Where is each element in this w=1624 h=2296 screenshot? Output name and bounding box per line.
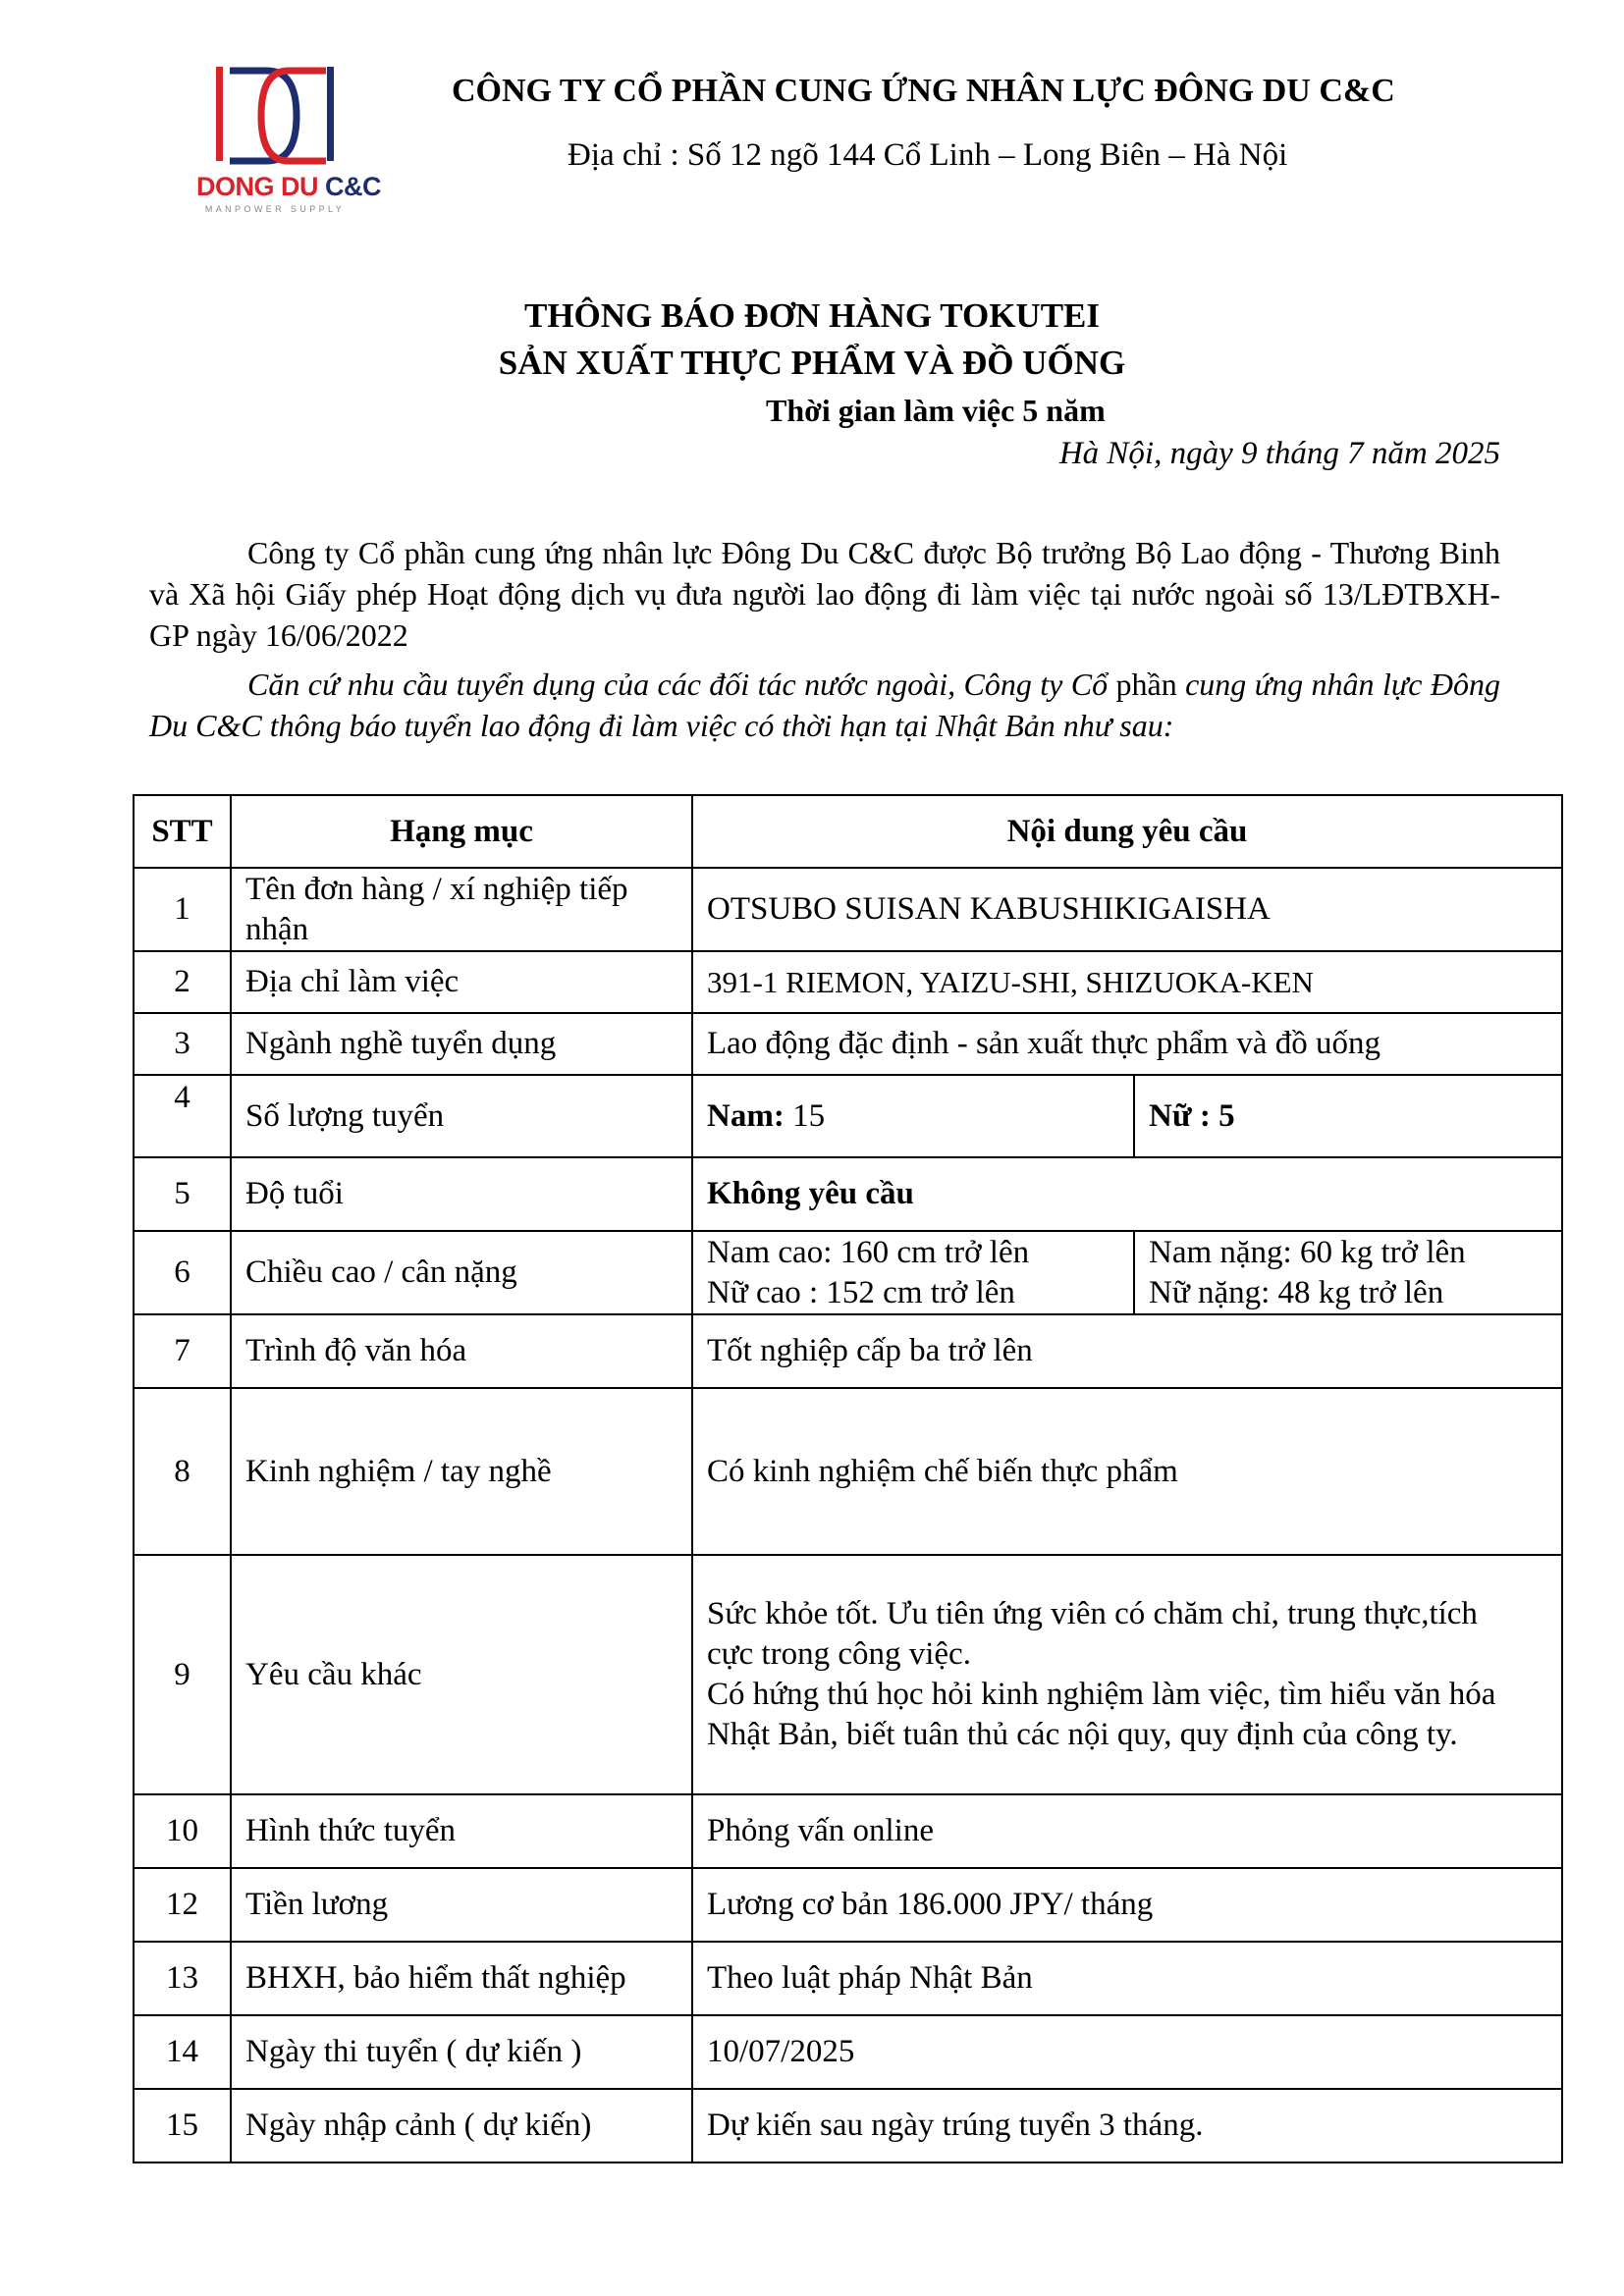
table-row (134, 1075, 1562, 1157)
row-stt: 8 (134, 1388, 231, 1555)
intro-paragraph-license: Công ty Cổ phần cung ứng nhân lực Đông Du C&C được Bộ trưởng Bộ Lao động - Thương Binh và Xã hội Giấy phép Hoạt động dịch vụ đưa người lao động đi làm việc tại nước ngoài số 13/LĐTBXH-GP ngày 16/06/2022 (149, 535, 1500, 653)
work-duration: Thời gian làm việc 5 năm (766, 393, 1106, 428)
table-row (134, 1868, 1562, 1942)
notice-subtitle: SẢN XUẤT THỰC PHẨM VÀ ĐỒ UỐNG (498, 344, 1126, 382)
other-requirement-1: Sức khỏe tốt. Ưu tiên ứng viên có chăm chỉ, trung thực,tích cực trong công việc. (707, 1596, 1478, 1672)
row-stt: 4 (134, 1075, 231, 1157)
row-item: Địa chỉ làm việc (231, 951, 692, 1013)
row-content: OTSUBO SUISAN KABUSHIKIGAISHA (692, 868, 1562, 951)
company-logo (196, 67, 382, 224)
row-stt: 13 (134, 1942, 231, 2015)
row-item: Tiền lương (231, 1868, 692, 1942)
row-item: Ngày nhập cảnh ( dự kiến) (231, 2089, 692, 2163)
weight-requirement (1134, 1231, 1562, 1314)
height-female: Nữ cao : 152 cm trở lên (707, 1274, 1015, 1310)
row-item: Ngày thi tuyển ( dự kiến ) (231, 2015, 692, 2089)
row-content: Lao động đặc định - sản xuất thực phẩm và đồ uống (692, 1013, 1562, 1075)
issue-date: Hà Nội, ngày 9 tháng 7 năm 2025 (1058, 436, 1500, 471)
requirements-table (133, 794, 1563, 2163)
row-content: Theo luật pháp Nhật Bản (692, 1942, 1562, 2015)
height-male: Nam cao: 160 cm trở lên (707, 1234, 1030, 1270)
row-item: Độ tuổi (231, 1157, 692, 1231)
row-content: Lương cơ bản 186.000 JPY/ tháng (692, 1868, 1562, 1942)
weight-female: Nữ nặng: 48 kg trở lên (1149, 1274, 1444, 1310)
row-stt: 5 (134, 1157, 231, 1231)
header-stt: STT (134, 795, 231, 868)
table-row (134, 2015, 1562, 2089)
row-item: Số lượng tuyển (231, 1075, 692, 1157)
row-stt: 12 (134, 1868, 231, 1942)
table-row (134, 2089, 1562, 2163)
header-item: Hạng mục (231, 795, 692, 868)
height-requirement (692, 1231, 1134, 1314)
row-item: Kinh nghiệm / tay nghề (231, 1388, 692, 1555)
row-item: Tên đơn hàng / xí nghiệp tiếp nhận (231, 868, 692, 951)
row-content: Dự kiến sau ngày trúng tuyển 3 tháng. (692, 2089, 1562, 2163)
table-row (134, 1157, 1562, 1231)
quota-male: Nam: 15 (692, 1075, 1134, 1157)
weight-male: Nam nặng: 60 kg trở lên (1149, 1234, 1466, 1270)
row-stt: 9 (134, 1555, 231, 1794)
row-content: Tốt nghiệp cấp ba trở lên (692, 1314, 1562, 1388)
row-stt: 14 (134, 2015, 231, 2089)
logo-tagline: MANPOWER SUPPLY (204, 204, 346, 214)
row-content (692, 1555, 1562, 1794)
header-content: Nội dung yêu cầu (692, 795, 1562, 868)
table-row (134, 1231, 1562, 1314)
notice-title: THÔNG BÁO ĐƠN HÀNG TOKUTEI (523, 296, 1101, 335)
row-item: BHXH, bảo hiểm thất nghiệp (231, 1942, 692, 2015)
row-item: Trình độ văn hóa (231, 1314, 692, 1388)
table-row (134, 1388, 1562, 1555)
table-row (134, 868, 1562, 951)
row-item: Hình thức tuyển (231, 1794, 692, 1868)
row-item: Ngành nghề tuyển dụng (231, 1013, 692, 1075)
logo-brand-text: DONG DU C&C (196, 172, 382, 201)
logo-mark-icon (206, 67, 344, 175)
table-row (134, 1794, 1562, 1868)
row-content: Không yêu cầu (692, 1157, 1562, 1231)
row-stt: 10 (134, 1794, 231, 1868)
table-row (134, 1555, 1562, 1794)
table-header-row (134, 795, 1562, 868)
company-name: CÔNG TY CỔ PHẦN CUNG ỨNG NHÂN LỰC ĐÔNG DU C&C (452, 73, 1395, 109)
company-address: Địa chỉ : Số 12 ngõ 144 Cổ Linh – Long Biên – Hà Nội (568, 137, 1288, 173)
row-item: Yêu cầu khác (231, 1555, 692, 1794)
row-content: Phỏng vấn online (692, 1794, 1562, 1868)
row-stt: 7 (134, 1314, 231, 1388)
table-row (134, 951, 1562, 1013)
table-row (134, 1942, 1562, 2015)
row-content: 10/07/2025 (692, 2015, 1562, 2089)
row-stt: 3 (134, 1013, 231, 1075)
intro-paragraph-basis: Căn cứ nhu cầu tuyển dụng của các đối tác nước ngoài, Công ty Cổ phần cung ứng nhân lực Đông Du C&C thông báo tuyển lao động đi làm việc có thời hạn tại Nhật Bản như sau: (149, 667, 1501, 743)
row-content: Có kinh nghiệm chế biến thực phẩm (692, 1388, 1562, 1555)
row-item: Chiều cao / cân nặng (231, 1231, 692, 1314)
table-row (134, 1013, 1562, 1075)
other-requirement-2: Có hứng thú học hỏi kinh nghiệm làm việc, tìm hiểu văn hóa Nhật Bản, biết tuân thủ các nội quy, quy định của công ty. (707, 1677, 1496, 1752)
row-stt: 1 (134, 868, 231, 951)
quota-female: Nữ : 5 (1134, 1075, 1562, 1157)
row-stt: 2 (134, 951, 231, 1013)
row-stt: 6 (134, 1231, 231, 1314)
row-stt: 15 (134, 2089, 231, 2163)
table-row (134, 1314, 1562, 1388)
row-content: 391-1 RIEMON, YAIZU-SHI, SHIZUOKA-KEN (692, 951, 1562, 1013)
